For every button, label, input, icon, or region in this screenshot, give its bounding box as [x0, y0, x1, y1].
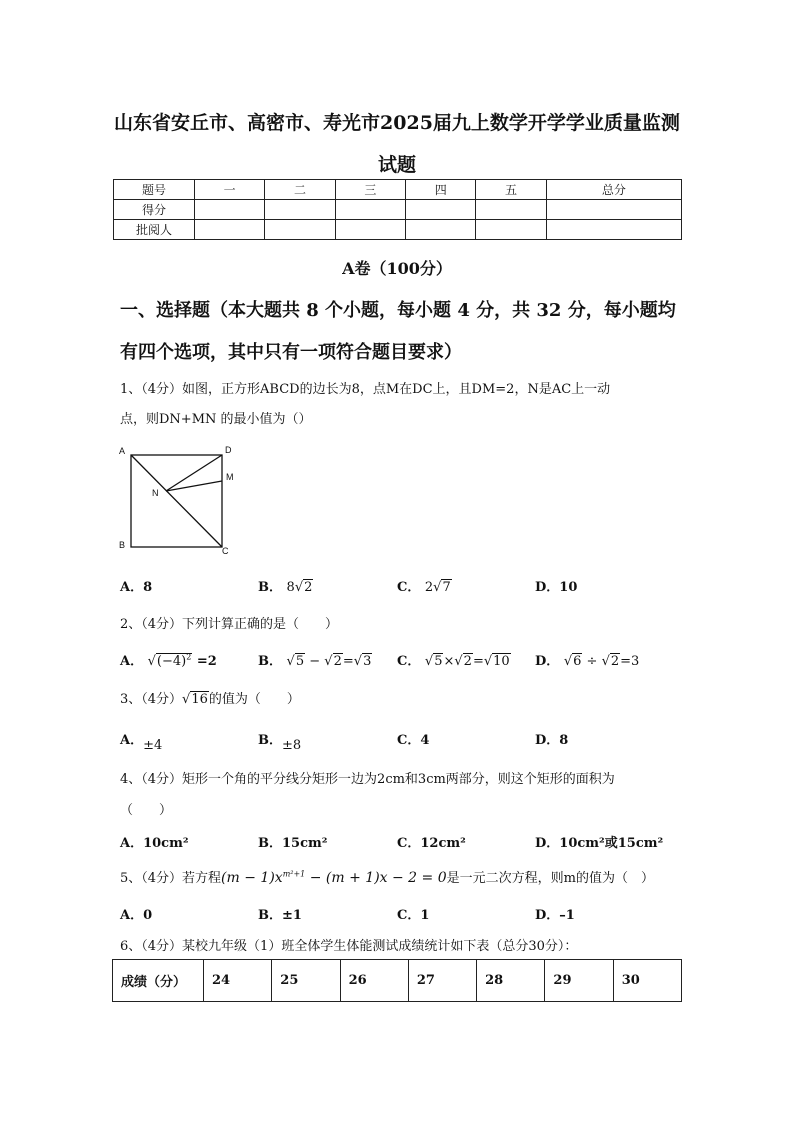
score-cell[interactable]: [476, 220, 546, 240]
option-prefix: B．: [258, 733, 282, 748]
q2-option-b[interactable]: [258, 650, 372, 669]
radicand: 5: [295, 654, 305, 669]
score-cell[interactable]: [335, 220, 405, 240]
math-expression: √5×√2=√10: [424, 654, 510, 669]
score-cell[interactable]: [195, 200, 265, 220]
table-cell: 26: [340, 960, 408, 1002]
diagonal-ac: [131, 455, 222, 547]
label-n: N: [152, 488, 159, 498]
q1-stem-line2: 点，则DN+MN 的最小值为（）: [120, 412, 312, 427]
label-a: A: [119, 446, 126, 456]
q2-option-c[interactable]: [397, 650, 511, 669]
q2-option-d[interactable]: [535, 650, 639, 669]
math-expression: 8√2: [286, 580, 313, 595]
page-title: 山东省安丘市、高密市、寿光市2025届九上数学开学学业质量监测: [114, 112, 680, 134]
equation: [221, 870, 447, 886]
table-cell: 29: [545, 960, 613, 1002]
q6-grades-table: [112, 959, 682, 1002]
q4-stem-line2: （ ）: [120, 803, 173, 818]
coefficient: 8: [286, 580, 295, 595]
radicand: 10: [493, 654, 510, 669]
option-prefix: D．: [535, 654, 560, 669]
q3-stem: [120, 688, 300, 707]
label-m: M: [226, 472, 234, 482]
operator: −: [305, 654, 325, 669]
label-d: D: [225, 445, 232, 455]
label-b: B: [119, 540, 126, 550]
score-header-cell: 二: [265, 180, 335, 200]
option-prefix: C．: [397, 654, 421, 669]
q1-option-d[interactable]: D．10: [535, 580, 578, 595]
score-table: [113, 179, 682, 240]
q6-stem: 6、（4分）某校九年级（1）班全体学生体能测试成绩统计如下表（总分30分）：: [120, 939, 578, 954]
table-cell: 30: [613, 960, 681, 1002]
score-cell[interactable]: [406, 200, 476, 220]
table-cell: 25: [272, 960, 340, 1002]
radicand: 7: [442, 580, 451, 595]
q5-option-b[interactable]: B．±1: [258, 908, 302, 923]
radicand: 5: [434, 654, 443, 669]
radicand: 2: [610, 654, 620, 669]
radicand: 2: [333, 654, 342, 669]
operator: ×: [443, 654, 455, 669]
q5-option-d[interactable]: D．–1: [535, 908, 575, 923]
table-cell: 28: [477, 960, 545, 1002]
q4-option-a[interactable]: A．10cm²: [120, 836, 189, 851]
q3-option-d[interactable]: D．8: [535, 733, 569, 748]
score-header-cell: 三: [335, 180, 405, 200]
score-header-cell: 五: [476, 180, 546, 200]
score-cell[interactable]: [195, 220, 265, 240]
q3-stem-suffix: 的值为（ ）: [208, 692, 300, 707]
score-header-cell: 四: [406, 180, 476, 200]
radicand: 2: [304, 580, 313, 595]
option-prefix: B．: [258, 654, 282, 669]
score-cell[interactable]: [265, 200, 335, 220]
equation-part: − (m + 1)x − 2 = 0: [305, 870, 447, 886]
score-table-header-row: [114, 180, 682, 200]
score-header-cell: 总分: [546, 180, 681, 200]
option-prefix: C．: [397, 580, 421, 595]
score-cell[interactable]: [476, 200, 546, 220]
q5-option-c[interactable]: C．1: [397, 908, 430, 923]
exponent: 2: [186, 652, 192, 662]
q5-stem-suffix: 是一元二次方程，则m的值为（ ）: [446, 871, 654, 886]
score-cell[interactable]: [546, 200, 681, 220]
score-cell[interactable]: [546, 220, 681, 240]
radicand: 16: [191, 692, 208, 707]
q4-option-d[interactable]: D．10cm²或15cm²: [535, 836, 664, 851]
q5-stem: [120, 867, 654, 886]
score-cell[interactable]: [265, 220, 335, 240]
q1-square-figure: [112, 440, 252, 560]
page-title-line2: 试题: [377, 154, 416, 176]
math-expression: √6 ÷ √2=3: [563, 654, 640, 669]
q1-option-c[interactable]: [397, 576, 452, 595]
table-cell: 成绩（分）: [113, 960, 204, 1002]
operator: =: [472, 654, 484, 669]
exponent: m²+1: [282, 869, 306, 879]
coefficient: 2: [424, 580, 434, 595]
score-table-row: [114, 200, 682, 220]
section-heading-line1: 一、选择题（本大题共 8 个小题，每小题 4 分，共 32 分，每小题均: [120, 300, 676, 321]
option-prefix: A．: [120, 654, 144, 669]
q3-option-c[interactable]: C．4: [397, 733, 430, 748]
volume-a-heading: A卷（100分）: [342, 259, 452, 278]
score-header-cell: 题号: [114, 180, 195, 200]
table-cell: 24: [204, 960, 272, 1002]
table-row: [113, 960, 682, 1002]
option-value: ±4: [143, 738, 163, 753]
score-row-label: 批阅人: [114, 220, 195, 240]
section-heading-line2: 有四个选项，其中只有一项符合题目要求）: [120, 342, 462, 363]
q3-option-b[interactable]: [258, 729, 302, 753]
radicand: 6: [573, 654, 582, 669]
result: =3: [620, 654, 640, 669]
equation-part: (m − 1)x: [221, 870, 283, 886]
q1-option-a[interactable]: A．8: [120, 580, 153, 595]
score-cell[interactable]: [335, 200, 405, 220]
math-expression: √5 − √2=√3: [286, 654, 372, 669]
score-header-cell: 一: [195, 180, 265, 200]
q1-option-b[interactable]: [258, 576, 313, 595]
operator: =: [342, 654, 354, 669]
score-cell[interactable]: [406, 220, 476, 240]
q4-stem-line1: 4、（4分）矩形一个角的平分线分矩形一边为2cm和3cm两部分，则这个矩形的面积为: [120, 772, 615, 787]
option-prefix: B．: [258, 580, 282, 595]
radicand: (−4): [156, 654, 187, 669]
math-expression: 2√7: [424, 580, 451, 595]
result: =2: [192, 654, 217, 669]
option-value: ±8: [282, 738, 302, 753]
table-cell: 27: [408, 960, 476, 1002]
label-c: C: [222, 546, 229, 556]
math-expression: √16: [182, 692, 208, 707]
q2-stem: 2、（4分）下列计算正确的是（ ）: [120, 617, 339, 632]
q5-option-a[interactable]: A．0: [120, 908, 153, 923]
math-expression: $√(-4)^2$: [147, 652, 192, 669]
q3-stem-prefix: 3、（4分）: [120, 692, 183, 707]
option-prefix: A．: [120, 733, 144, 748]
q5-stem-prefix: 5、（4分）若方程: [120, 871, 222, 886]
operator: ÷: [582, 654, 602, 669]
q4-option-c[interactable]: C．12cm²: [397, 836, 466, 851]
score-table-row: [114, 220, 682, 240]
radicand: 3: [363, 654, 372, 669]
q3-option-a[interactable]: [120, 729, 163, 753]
score-row-label: 得分: [114, 200, 195, 220]
q4-option-b[interactable]: B．15cm²: [258, 836, 328, 851]
q2-option-a[interactable]: [120, 650, 217, 669]
radicand: 2: [463, 654, 472, 669]
q1-stem-line1: 1、（4分）如图，正方形ABCD的边长为8，点M在DC上，且DM=2，N是AC上一动: [120, 382, 611, 397]
